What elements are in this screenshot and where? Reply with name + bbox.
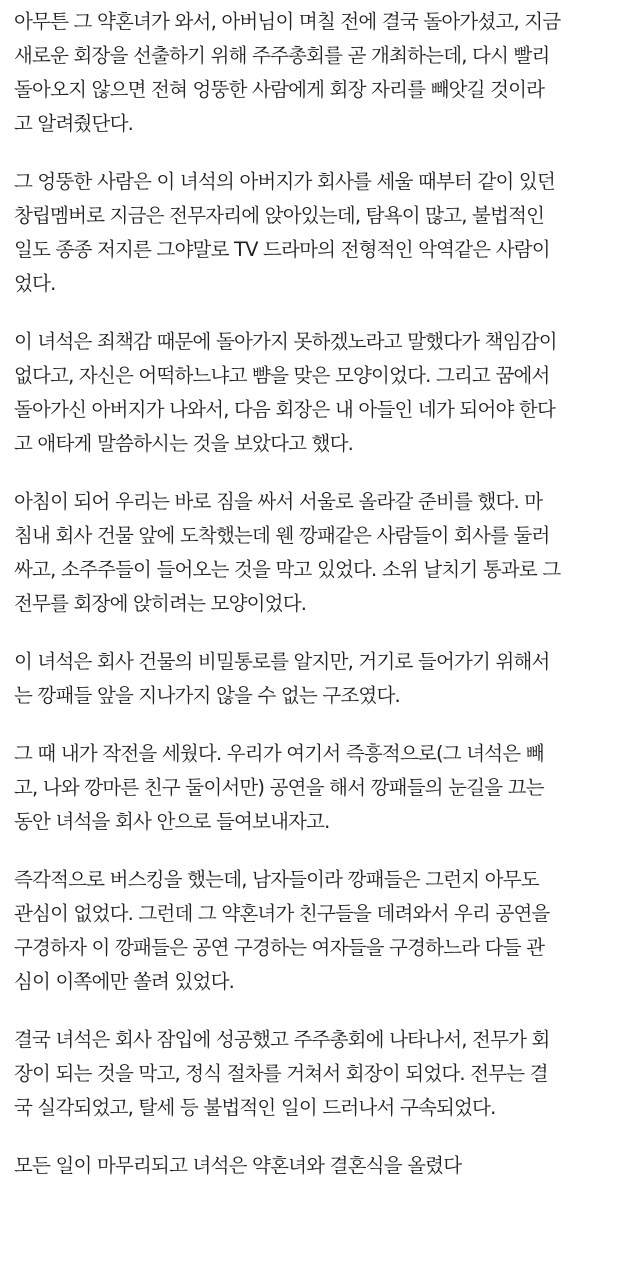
article-body <box>14 0 628 1280</box>
text-line: 이 녀석은 죄책감 때문에 돌아가지 못하겠노라고 말했다가 책임감이 <box>14 330 557 353</box>
text-line: 침내 회사 건물 앞에 도착했는데 웬 깡패같은 사람들이 회사를 둘러 <box>14 524 550 547</box>
paragraph-3 <box>14 325 628 461</box>
text-line: 결국 녀석은 회사 잠입에 성공했고 주주총회에 나타나서, 전무가 회 <box>14 1028 550 1051</box>
text-line: 일도 종종 저지른 그야말로 TV 드라마의 전형적인 악역같은 사람이 <box>14 238 550 261</box>
paragraph-4 <box>14 485 628 621</box>
paragraph-9 <box>14 1149 628 1183</box>
text-line: 고 알려줬단다. <box>14 112 134 135</box>
text-line: 구경하자 이 깡패들은 공연 구경하는 여자들을 구경하느라 다들 관 <box>14 936 545 959</box>
text-line: 었다. <box>14 272 56 295</box>
text-line: 그 때 내가 작전을 세웠다. 우리가 여기서 즉흥적으로(그 녀석은 빼 <box>14 742 544 765</box>
text-line: 국 실각되었고, 탈세 등 불법적인 일이 드러나서 구속되었다. <box>14 1096 496 1119</box>
paragraph-5 <box>14 645 628 713</box>
text-line: 그 엉뚱한 사람은 이 녀석의 아버지가 회사를 세울 때부터 같이 있던 <box>14 170 555 193</box>
text-line: 모든 일이 마무리되고 녀석은 약혼녀와 결혼식을 올렸다 <box>14 1154 462 1177</box>
text-line: 아무튼 그 약혼녀가 와서, 아버님이 며칠 전에 결국 돌아가셨고, 지금 <box>14 10 561 33</box>
text-line: 심이 이쪽에만 쏠려 있었다. <box>14 970 235 993</box>
text-line: 즉각적으로 버스킹을 했는데, 남자들이라 깡패들은 그런지 아무도 <box>14 868 539 891</box>
text-line: 돌아오지 않으면 전혀 엉뚱한 사람에게 회장 자리를 빼앗길 것이라 <box>14 78 545 101</box>
text-line: 장이 되는 것을 막고, 정식 절차를 거쳐서 회장이 되었다. 전무는 결 <box>14 1062 548 1085</box>
text-line: 이 녀석은 회사 건물의 비밀통로를 알지만, 거기로 들어가기 위해서 <box>14 650 550 673</box>
text-line: 싸고, 소주주들이 들어오는 것을 막고 있었다. 소위 날치기 통과로 그 <box>14 558 561 581</box>
text-line: 고 애타게 말씀하시는 것을 보았다고 했다. <box>14 432 354 455</box>
paragraph-2 <box>14 165 628 301</box>
text-line: 돌아가신 아버지가 나와서, 다음 회장은 내 아들인 네가 되어야 한다 <box>14 398 555 421</box>
text-line: 새로운 회장을 선출하기 위해 주주총회를 곧 개최하는데, 다시 빨리 <box>14 44 550 67</box>
paragraph-1 <box>14 5 628 141</box>
paragraph-6 <box>14 737 628 839</box>
text-line: 관심이 없었다. 그런데 그 약혼녀가 친구들을 데려와서 우리 공연을 <box>14 902 550 925</box>
text-line: 고, 나와 깡마른 친구 둘이서만) 공연을 해서 깡패들의 눈길을 끄는 <box>14 776 544 799</box>
text-line: 아침이 되어 우리는 바로 짐을 싸서 서울로 올라갈 준비를 했다. 마 <box>14 490 543 513</box>
text-line: 없다고, 자신은 어떡하느냐고 뺨을 맞은 모양이었다. 그리고 꿈에서 <box>14 364 550 387</box>
text-line: 는 깡패들 앞을 지나가지 않을 수 없는 구조였다. <box>14 684 400 707</box>
text-line: 전무를 회장에 앉히려는 모양이었다. <box>14 592 307 615</box>
paragraph-7 <box>14 863 628 999</box>
paragraph-8 <box>14 1023 628 1125</box>
text-line: 동안 녀석을 회사 안으로 들여보내자고. <box>14 810 330 833</box>
text-line: 창립멤버로 지금은 전무자리에 앉아있는데, 탐욕이 많고, 불법적인 <box>14 204 545 227</box>
